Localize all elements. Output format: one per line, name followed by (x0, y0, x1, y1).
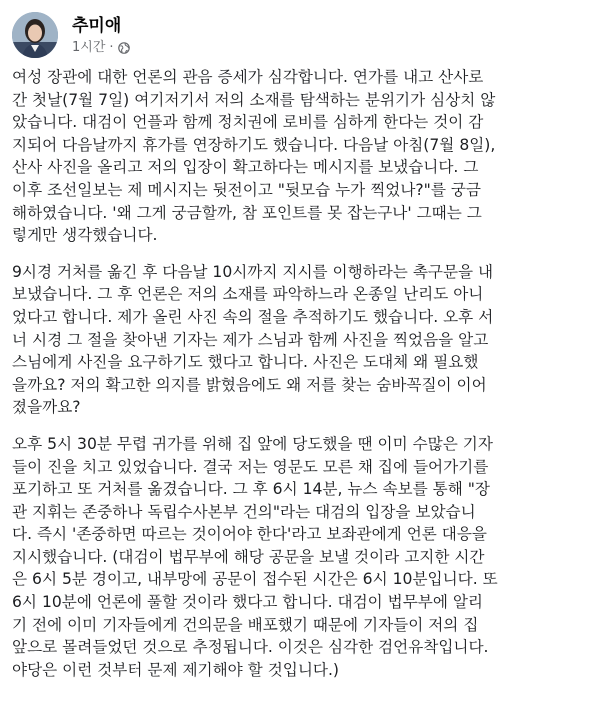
text-line: 9시경 거처를 옮긴 후 다음날 10시까지 지시를 이행하라는 촉구문을 내 (12, 262, 494, 281)
text-line: 앞으로 몰려들었던 것으로 추정됩니다. 이것은 심각한 검언유착입니다. (12, 638, 489, 657)
meta-separator: · (109, 39, 114, 55)
text-line: 었다고 합니다. 제가 올린 사진 속의 절을 추적하기도 했습니다. 오후 서 (12, 307, 494, 326)
text-line: 보냈습니다. 그 후 언론은 저의 소재를 파악하느라 온종일 난리도 아니 (12, 285, 484, 304)
text-line: 들이 진을 치고 있었습니다. 결국 저는 영문도 모른 채 집에 들어가기를 (12, 457, 489, 476)
post-meta (72, 40, 130, 56)
text-line: 야당은 이런 것부터 문제 제기해야 할 것입니다.) (12, 660, 339, 679)
text-line: 지시했습니다. (대검이 법무부에 해당 공문을 보낼 것이라 고지한 시간 (12, 547, 485, 566)
text-line: 산사 사진을 올리고 저의 입장이 확고하다는 메시지를 보냈습니다. 그 (12, 158, 479, 177)
post-paragraph-2 (12, 261, 604, 419)
author-name[interactable]: 추미애 (72, 15, 122, 36)
text-line: 을까요? 저의 확고한 의지를 밝혔음에도 왜 저를 찾는 숨바꼭질이 이어 (12, 375, 487, 394)
text-line: 기 전에 이미 기자들에게 건의문을 배포했기 때문에 기자들이 저의 집 (12, 615, 479, 634)
globe-icon[interactable] (118, 42, 130, 54)
text-line: 관 지휘는 존중하나 독립수사본부 건의"라는 대검의 입장을 보았습니 (12, 502, 476, 521)
text-line: 이후 조선일보는 제 메시지는 뒷전이고 "뒷모습 누가 찍었나?"를 궁금 (12, 180, 481, 199)
text-line: 은 6시 5분 경이고, 내부망에 공문이 접수된 시간은 6시 10분입니다. 또 (12, 570, 498, 589)
text-line: 았습니다. 대검이 언플과 함께 정치권에 로비를 심하게 한다는 것이 감 (12, 113, 484, 132)
text-line: 스님에게 사진을 요구하기도 했다고 합니다. 사진은 도대체 왜 필요했 (12, 353, 479, 372)
text-line: 다. 즉시 '존중하면 따르는 것이어야 한다'라고 보좌관에게 언론 대응을 (12, 525, 487, 544)
post-header (12, 10, 130, 60)
text-line: 너 시경 그 절을 찾아낸 기자는 제가 스님과 함께 사진을 찍었음을 알고 (12, 330, 489, 349)
avatar[interactable] (12, 12, 58, 58)
post-header-text (72, 15, 130, 56)
text-line: 지되어 다음날까지 휴가를 연장하기도 했습니다. 다음날 아침(7월 8일), (12, 135, 496, 154)
text-line: 간 첫날(7월 7일) 여기저기서 저의 소재를 탐색하는 분위기가 심상치 않 (12, 90, 496, 109)
text-line: 오후 5시 30분 무렵 귀가를 위해 집 앞에 당도했을 땐 이미 수많은 기자 (12, 434, 493, 453)
text-line: 졌을까요? (12, 398, 81, 417)
post-paragraph-1 (12, 66, 604, 247)
post-paragraph-3 (12, 433, 604, 682)
text-line: 여성 장관에 대한 언론의 관음 증세가 심각합니다. 연가를 내고 산사로 (12, 68, 484, 86)
text-line: 렇게만 생각했습니다. (12, 226, 158, 245)
text-line: 해하였습니다. '왜 그게 궁금할까, 참 포인트를 못 잡는구나' 그때는 그 (12, 203, 482, 222)
post-time[interactable]: 1시간 (72, 39, 106, 55)
text-line: 포기하고 또 거처를 옮겼습니다. 그 후 6시 14분, 뉴스 속보를 통해 "장 (12, 480, 490, 499)
text-line: 6시 10분에 언론에 풀할 것이라 했다고 합니다. 대검이 법무부에 알리 (12, 593, 483, 612)
profile-photo-icon (12, 12, 58, 58)
post-body (12, 66, 604, 695)
